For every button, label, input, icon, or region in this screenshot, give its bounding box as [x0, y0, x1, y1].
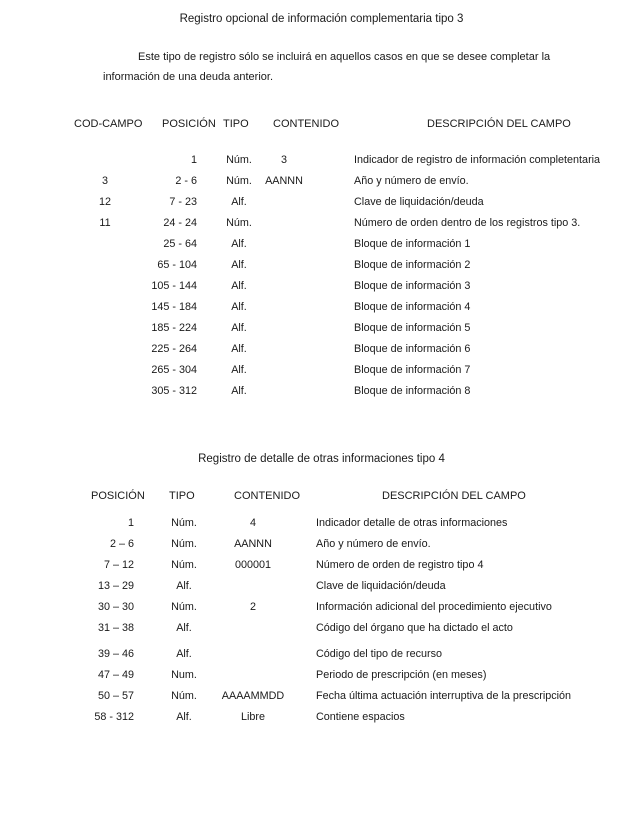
contenido-cell: AANNN [234, 538, 272, 550]
contenido-cell: 000001 [234, 559, 272, 571]
descripcion-cell: Periodo de prescripción (en meses) [316, 669, 487, 681]
contenido-cell: Libre [240, 711, 265, 723]
posicion-cell: 1 [127, 517, 134, 529]
tipo-cell: Alf. [231, 238, 247, 250]
contenido-cell: AAAAMMDD [221, 690, 285, 702]
tipo-cell: Alf. [176, 622, 192, 634]
posicion-cell: 7 - 23 [169, 196, 197, 208]
contenido-cell: AANNN [265, 175, 303, 187]
descripcion-cell: Bloque de información 5 [354, 322, 471, 334]
tipo-cell: Núm. [226, 154, 252, 166]
descripcion-cell: Contiene espacios [316, 711, 405, 723]
tipo-cell: Alf. [231, 385, 247, 397]
posicion-cell: 65 - 104 [157, 259, 197, 271]
header-cod-campo: COD-CAMPO [74, 118, 143, 130]
tipo-cell: Núm. [226, 217, 252, 229]
header-posicion: POSICIÓN [91, 490, 145, 502]
posicion-cell: 2 - 6 [175, 175, 197, 187]
descripcion-cell: Bloque de información 7 [354, 364, 471, 376]
tipo-cell: Alf. [231, 364, 247, 376]
section3-title: Registro opcional de información complementaria tipo 3 [179, 13, 464, 25]
descripcion-cell: Fecha última actuación interruptiva de la prescripción [316, 690, 572, 702]
posicion-cell: 58 - 312 [94, 711, 134, 723]
header-contenido: CONTENIDO [234, 490, 300, 502]
descripcion-cell: Bloque de información 3 [354, 280, 471, 292]
descripcion-cell: Clave de liquidación/deuda [316, 580, 446, 592]
cod-campo-cell: 12 [98, 196, 111, 208]
contenido-cell: 4 [249, 517, 256, 529]
posicion-cell: 13 – 29 [97, 580, 134, 592]
tipo-cell: Alf. [231, 196, 247, 208]
posicion-cell: 7 – 12 [103, 559, 134, 571]
tipo-cell: Núm. [171, 690, 197, 702]
descripcion-cell: Año y número de envío. [354, 175, 469, 187]
posicion-cell: 24 - 24 [163, 217, 197, 229]
header-descripcion: DESCRIPCIÓN DEL CAMPO [427, 118, 571, 130]
contenido-cell: 3 [280, 154, 287, 166]
posicion-cell: 30 – 30 [97, 601, 134, 613]
header-descripcion: DESCRIPCIÓN DEL CAMPO [382, 490, 526, 502]
header-tipo: TIPO [223, 118, 249, 130]
descripcion-cell: Bloque de información 2 [354, 259, 471, 271]
section3-intro-line2: información de una deuda anterior. [103, 71, 274, 83]
header-tipo: TIPO [169, 490, 195, 502]
tipo-cell: Alf. [231, 259, 247, 271]
header-contenido: CONTENIDO [273, 118, 339, 130]
tipo-cell: Núm. [171, 601, 197, 613]
descripcion-cell: Bloque de información 8 [354, 385, 471, 397]
descripcion-cell: Información adicional del procedimiento ejecutivo [316, 601, 552, 613]
posicion-cell: 2 – 6 [109, 538, 134, 550]
posicion-cell: 50 – 57 [97, 690, 134, 702]
posicion-cell: 31 – 38 [97, 622, 134, 634]
descripcion-cell: Bloque de información 6 [354, 343, 471, 355]
cod-campo-cell: 11 [99, 217, 111, 229]
tipo-cell: Num. [171, 669, 197, 681]
tipo-cell: Alf. [231, 301, 247, 313]
posicion-cell: 265 - 304 [151, 364, 197, 376]
descripcion-cell: Número de orden dentro de los registros tipo 3. [354, 217, 581, 229]
contenido-cell: 2 [249, 601, 256, 613]
descripcion-cell: Indicador detalle de otras informaciones [316, 517, 508, 529]
posicion-cell: 1 [190, 154, 197, 166]
posicion-cell: 185 - 224 [151, 322, 197, 334]
posicion-cell: 39 – 46 [97, 648, 134, 660]
tipo-cell: Alf. [176, 580, 192, 592]
descripcion-cell: Bloque de información 4 [354, 301, 471, 313]
tipo-cell: Núm. [171, 538, 197, 550]
tipo-cell: Núm. [171, 517, 197, 529]
descripcion-cell: Código del tipo de recurso [316, 648, 443, 660]
posicion-cell: 145 - 184 [151, 301, 197, 313]
section3-intro-line1: Este tipo de registro sólo se incluirá en aquellos casos en que se desee completar la [138, 51, 551, 63]
descripcion-cell: Indicador de registro de información completentaria [354, 154, 601, 166]
posicion-cell: 25 - 64 [163, 238, 197, 250]
tipo-cell: Alf. [176, 711, 192, 723]
descripcion-cell: Bloque de información 1 [354, 238, 471, 250]
tipo-cell: Alf. [176, 648, 192, 660]
descripcion-cell: Código del órgano que ha dictado el acto [316, 622, 513, 634]
section4-title: Registro de detalle de otras informaciones tipo 4 [198, 453, 445, 465]
tipo-cell: Núm. [171, 559, 197, 571]
posicion-cell: 47 – 49 [97, 669, 134, 681]
posicion-cell: 305 - 312 [151, 385, 197, 397]
cod-campo-cell: 3 [101, 175, 108, 187]
tipo-cell: Alf. [231, 280, 247, 292]
tipo-cell: Núm. [226, 175, 252, 187]
descripcion-cell: Clave de liquidación/deuda [354, 196, 484, 208]
posicion-cell: 105 - 144 [151, 280, 197, 292]
tipo-cell: Alf. [231, 322, 247, 334]
posicion-cell: 225 - 264 [151, 343, 197, 355]
header-posicion: POSICIÓN [162, 118, 216, 130]
tipo-cell: Alf. [231, 343, 247, 355]
descripcion-cell: Número de orden de registro tipo 4 [316, 559, 484, 571]
descripcion-cell: Año y número de envío. [316, 538, 431, 550]
